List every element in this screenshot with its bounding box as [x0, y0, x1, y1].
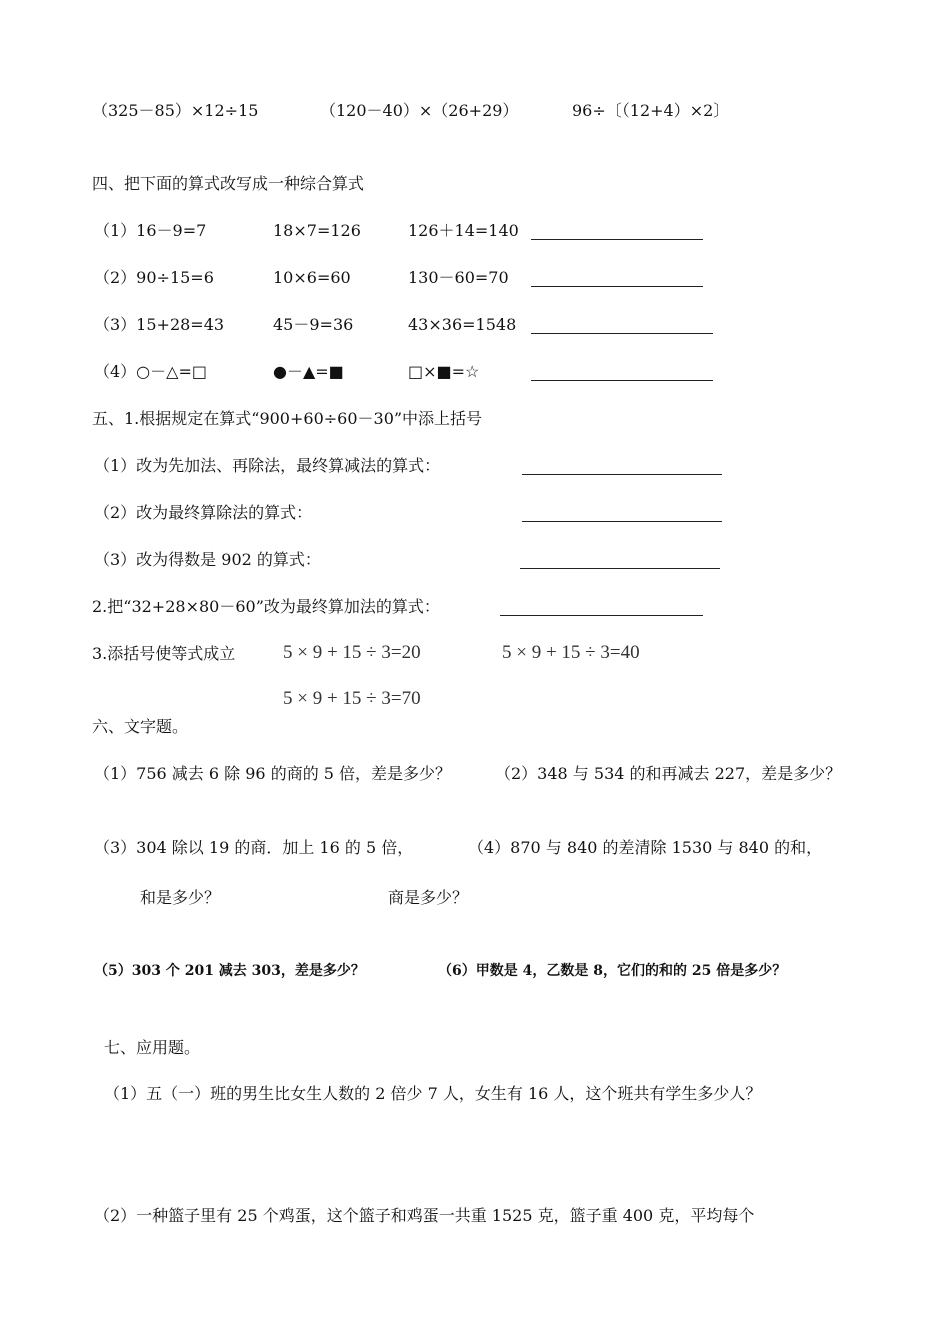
s5-q3: 3.添括号使等式成立	[92, 644, 236, 663]
s4-row2-b: 10×6=60	[273, 268, 351, 287]
equation-3: 5 × 9 + 15 ÷ 3=70	[283, 688, 421, 709]
s4-row4-answer-line[interactable]	[531, 380, 713, 381]
s4-row3-answer-line[interactable]	[531, 333, 713, 334]
s4-row2-c: 130－60=70	[408, 268, 509, 287]
s6-q3-line2: 和是多少？	[140, 888, 221, 907]
s4-row4-a: （4）○－△=□	[94, 362, 207, 381]
s4-row3-b: 45－9=36	[273, 315, 354, 334]
equation-2: 5 × 9 + 15 ÷ 3=40	[502, 642, 640, 663]
s5-item2: （2）改为最终算除法的算式：	[94, 503, 313, 522]
s4-row2-a: （2）90÷15=6	[94, 268, 214, 287]
s7-q2: （2）一种篮子里有 25 个鸡蛋，这个篮子和鸡蛋一共重 1525 克，篮子重 400 克，平均每个	[94, 1206, 755, 1225]
expr-2: （120－40）×（26+29）	[320, 101, 519, 120]
s4-row4-b: ●－▲=■	[273, 362, 344, 381]
expr-3: 96÷〔（12+4）×2〕	[572, 101, 730, 120]
expr-1: （325－85）×12÷15	[92, 101, 259, 120]
s6-q5: （5）303 个 201 减去 303，差是多少？	[94, 963, 365, 979]
s4-row1-answer-line[interactable]	[531, 239, 703, 240]
s6-q3-line1: （3）304 除以 19 的商．加上 16 的 5 倍，	[94, 838, 414, 857]
s4-row1-a: （1）16－9=7	[94, 221, 207, 240]
section7-title: 七、应用题。	[104, 1038, 201, 1057]
s4-row3-a: （3）15+28=43	[94, 315, 225, 334]
section5-title: 五、1.根据规定在算式“900+60÷60－30”中添上括号	[92, 409, 483, 428]
s4-row2-answer-line[interactable]	[531, 286, 703, 287]
s6-q2: （2）348 与 534 的和再减去 227，差是多少？	[495, 764, 842, 783]
section6-title: 六、文字题。	[92, 717, 189, 736]
s6-q6: （6）甲数是 4，乙数是 8，它们的和的 25 倍是多少？	[438, 963, 787, 979]
s4-row3-c: 43×36=1548	[408, 315, 517, 334]
s4-row1-b: 18×7=126	[273, 221, 361, 240]
s5-q2-answer-line[interactable]	[500, 615, 703, 616]
s4-row4-c: □×■=☆	[408, 362, 480, 381]
s5-item2-answer-line[interactable]	[522, 521, 722, 522]
s4-row1-c: 126＋14=140	[408, 221, 519, 240]
s5-item1: （1）改为先加法、再除法，最终算减法的算式：	[94, 456, 441, 475]
s7-q1: （1）五（一）班的男生比女生人数的 2 倍少 7 人，女生有 16 人，这个班共有学生多少人？	[104, 1084, 762, 1103]
s5-item3-answer-line[interactable]	[520, 568, 720, 569]
s5-q2: 2.把“32+28×80－60”改为最终算加法的算式：	[92, 597, 440, 616]
s6-q4-line1: （4）870 与 840 的差清除 1530 与 840 的和，	[468, 838, 823, 857]
s6-q1: （1）756 减去 6 除 96 的商的 5 倍，差是多少？	[94, 764, 452, 783]
s5-item1-answer-line[interactable]	[522, 474, 722, 475]
equation-1: 5 × 9 + 15 ÷ 3=20	[283, 642, 421, 663]
s5-item3: （3）改为得数是 902 的算式：	[94, 550, 321, 569]
section4-title: 四、把下面的算式改写成一种综合算式	[92, 174, 365, 193]
s6-q4-line2: 商是多少？	[388, 888, 469, 907]
